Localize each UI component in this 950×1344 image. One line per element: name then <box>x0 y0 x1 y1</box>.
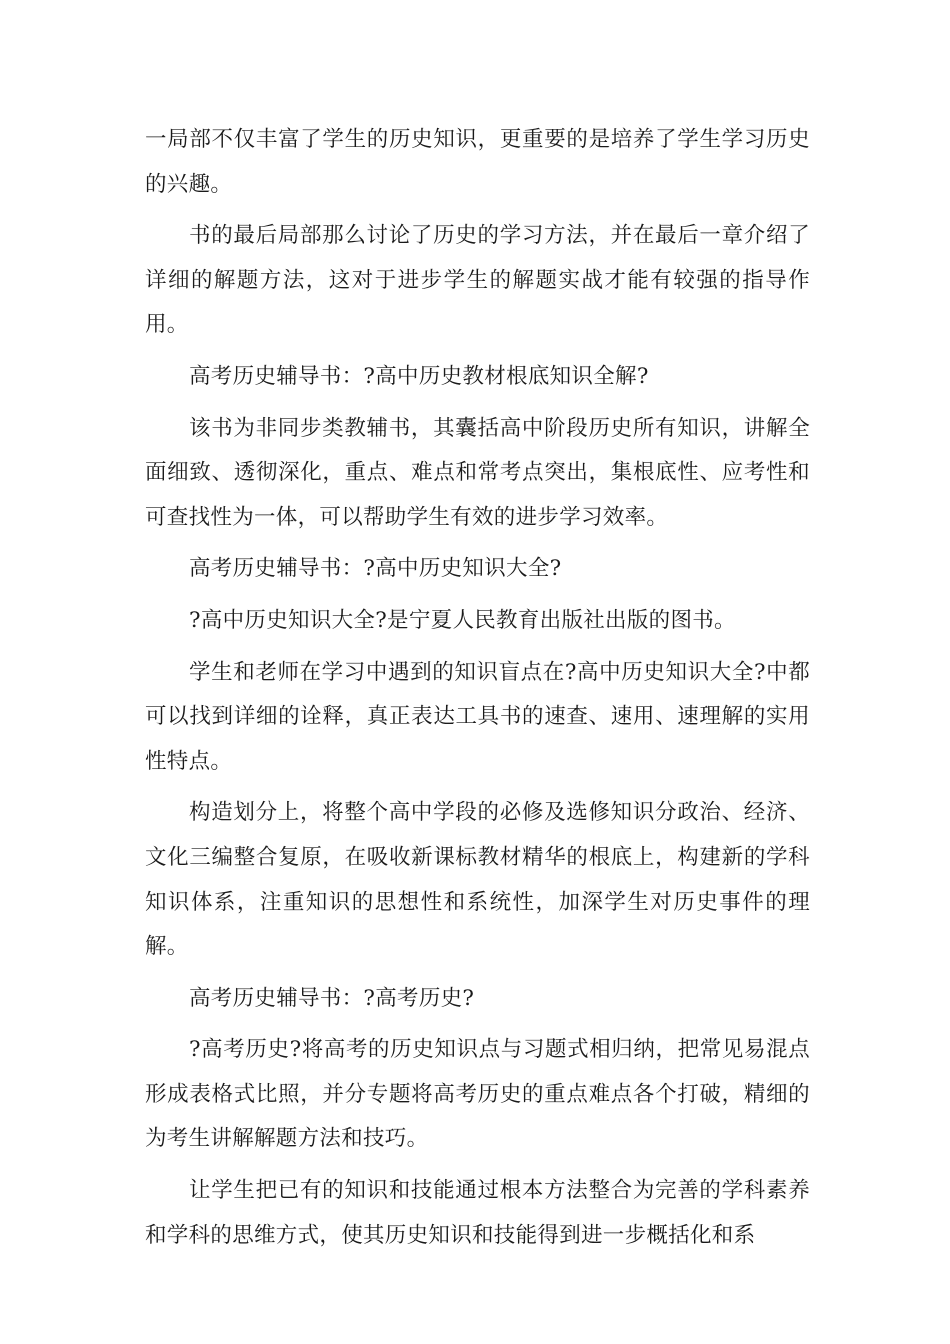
section-heading: 高考历史辅导书：?高中历史教材根底知识全解? <box>189 363 649 389</box>
paragraph: 让学生把已有的知识和技能通过根本方法整合为完善的学科素养和学科的思维方式，使其历史知识和技能得到进一步概括化和系 <box>145 1178 810 1248</box>
paragraph: ?高考历史?将高考的历史知识点与习题式相归纳，把常见易混点形成表格式比照，并分专题将高考历史的重点难点各个打破，精细的为考生讲解解题方法和技巧。 <box>145 1037 810 1152</box>
paragraph: 学生和老师在学习中遇到的知识盲点在?高中历史知识大全?中都可以找到详细的诠释，真正表达工具书的速查、速用、速理解的实用性特点。 <box>145 659 810 774</box>
paragraph-continuation: 一局部不仅丰富了学生的历史知识，更重要的是培养了学生学习历史的兴趣。 <box>145 127 810 197</box>
section-heading: 高考历史辅导书：?高考历史? <box>189 985 475 1011</box>
paragraph: 书的最后局部那么讨论了历史的学习方法，并在最后一章介绍了详细的解题方法，这对于进步学生的解题实战才能有较强的指导作用。 <box>145 223 810 338</box>
section-heading: 高考历史辅导书：?高中历史知识大全? <box>189 556 562 582</box>
paragraph: 构造划分上，将整个高中学段的必修及选修知识分政治、经济、文化三编整合复原，在吸收新课标教材精华的根底上，构建新的学科知识体系，注重知识的思想性和系统性，加深学生对历史事件的理解。 <box>145 800 810 960</box>
document-body <box>145 118 810 1265</box>
paragraph: 该书为非同步类教辅书，其囊括高中阶段历史所有知识，讲解全面细致、透彻深化，重点、难点和常考点突出，集根底性、应考性和可查找性为一体，可以帮助学生有效的进步学习效率。 <box>145 415 810 530</box>
paragraph: ?高中历史知识大全?是宁夏人民教育出版社出版的图书。 <box>189 607 736 633</box>
